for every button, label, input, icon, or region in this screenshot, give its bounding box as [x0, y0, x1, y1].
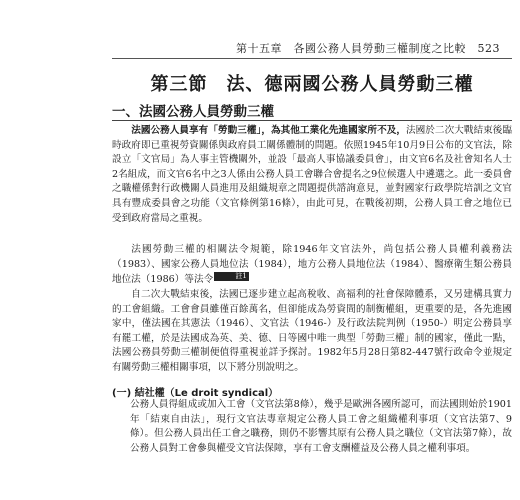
item-body-text: 公務人員得組成或加入工會（文官法第8條），幾乎是歐洲各國所認可，而法國則始於1901年「結束自由法」，現行文官法專章規定公務人員工會之組織權利事項（文官法第7、9條）。但公務人員出任工會之職務，則仍不影響其原有公務人員之職位（文官法第7條），故公務人員對工會參與權受文官法保障，享有工會支酬權益及公務人員之權利事項。 — [130, 399, 512, 454]
paragraph-1-lead: 法國公務人員享有「勞動三權」，為其他工業化先進國家所不及， — [131, 125, 406, 136]
header-rule — [112, 58, 512, 59]
running-head: 第十五章 各國公務人員勞動三權制度之比較 523 — [236, 42, 500, 55]
section-title: 第三節 法、德兩國公務人員勞動三權 — [150, 74, 474, 95]
paragraph-3 — [112, 288, 512, 376]
paragraph-2 — [112, 243, 512, 288]
paragraph-3-text: 自二次大戰結束後，法國已逐步建立起高稅收、高福利的社會保障體系，又另建構具實力的工會組織。工會會員雖僅百餘萬名，但卻能成為勞資間的制衡權組，更重要的是，各先進國家中，僅法國在其憲法（1946）、文官法（1946-）及行政法院判例（1950-）明定公務員享有罷工權，於是法國成為英、美、德、日等國中唯一典型「勞動三權」制的國家，僅此一點，法國公務員勞動三權制便值得重視並詳予探討。1982年5月28日第82-447號行政命令並規定有關勞動三權相關事項，以下將分別說明之。 — [112, 289, 512, 373]
subsection-heading: 一、法國公務人員勞動三權 — [112, 104, 274, 120]
paragraph-2-body: 法國勞動三權的相關法令規範，除1946年文官法外，尚包括公務人員權利義務法（1983）、國家公務人員地位法（1984），地方公務人員地位法（1984）、醫療衛生類公務員地位法（1986）等法令 — [112, 244, 512, 286]
footnote-marker: 註1 — [214, 272, 249, 281]
item-heading: (一) 結社權（Le droit syndical） — [112, 388, 279, 399]
paragraph-2-text — [112, 243, 512, 288]
item-body — [130, 398, 512, 456]
paragraph-1 — [112, 124, 512, 226]
paragraph-1-text — [112, 124, 512, 226]
subsection-rule — [112, 120, 512, 121]
paragraph-1-body: 法國於二次大戰結束後臨時政府即已重視勞資關係與政府員工關係體制的問題。依照1945年10月9日公布的文官法，除設立「文官局」為人事主管機關外，並設「最高人事協議委員會」，由文官6名及社會知名人士2名組成，而文官6名中之3人係由公務人員工會聯合會提名之9位候選人中遴選之。此一委員會之職權係對行政機關人員進用及組織規章之問題提供諮詢意見，並對國家行政學院培訓之文官具有豐成委員會之功能（文官條例第16條），由此可見，在戰後初期，公務人員工會之地位已受到政府當局之重視。 — [112, 125, 513, 224]
